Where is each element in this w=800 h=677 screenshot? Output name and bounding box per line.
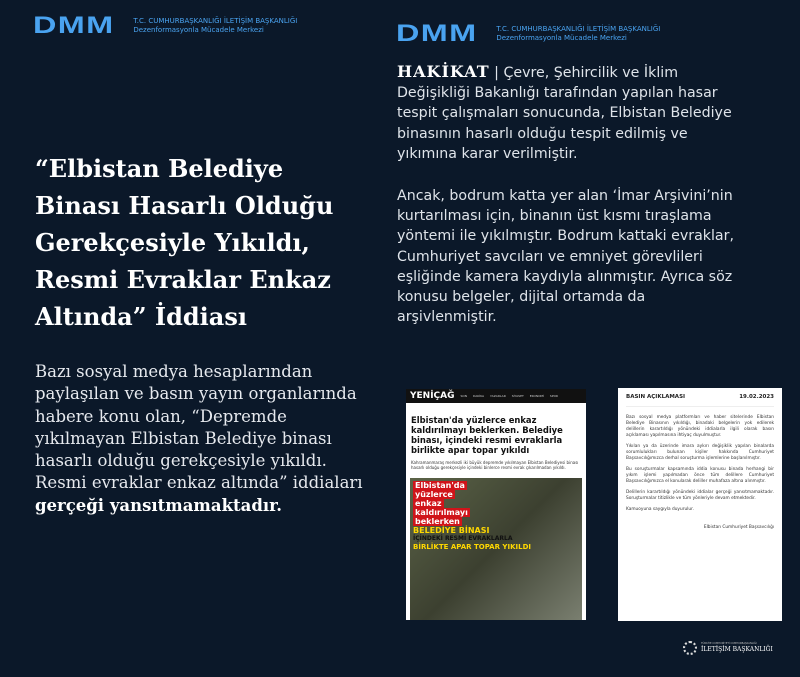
- news-screenshot: [406, 389, 586, 620]
- press-signature: Elbistan Cumhuriyet Başsavcılığı: [703, 525, 774, 530]
- separator: |: [489, 65, 504, 81]
- press-title: BASIN AÇIKLAMASI: [626, 394, 686, 400]
- dmm-logo-mark: DMM: [33, 12, 115, 39]
- footer-name: İLETİŞİM BAŞKANLIĞI: [701, 646, 773, 653]
- news-image: [410, 478, 582, 620]
- fact-paragraph-2: Ancak, bodrum katta yer alan ‘İmar Arşivini’nin kurtarılması için, binanın üst kısmı tıraşlama yöntemi ile yıkılmıştır. Bodrum kattaki evraklar, Cumhuriyet savcıları ve emniyet görevlileri eşliğinde kamera kaydıyla alınmıştır. Ayrıca söz konusu belgeler, dijital ortamda da arşivlenmiştir.: [397, 188, 734, 326]
- img-text: BELEDİYE BİNASI: [413, 526, 490, 535]
- img-text: enkaz: [415, 499, 442, 508]
- fact-check-text: [397, 62, 742, 327]
- claim-section: [35, 150, 375, 517]
- press-date: 19.02.2023: [739, 394, 774, 400]
- lead-verdict: gerçeği yansıtmamaktadır.: [35, 495, 283, 515]
- dmm-logo: [33, 14, 297, 38]
- dmm-logo-right: [396, 22, 660, 46]
- news-title: Elbistan'da yüzlerce enkaz kaldırılmayı beklerken. Belediye binası, içindeki resmi evraklarla birlikte apar topar yıkıldı: [411, 415, 563, 455]
- dmm-logo-mark: DMM: [396, 20, 478, 47]
- news-summary: Kahramanmaraş merkezli iki büyük depremde yıkılmayan Elbistan Belediyesi binası hasarlı olduğu gerekçesiyle içindeki binlerce resmi evrak çıkarılmadan yıkıldı.: [411, 460, 579, 470]
- img-text: BİRLİKTE APAR TOPAR YIKILDI: [413, 543, 531, 551]
- press-paragraph: Yıkılan ya da üzerinde imara aykırı değişiklik yapılan binalarda sorumlulukları bulunan kişiler hakkında Cumhuriyet Başsavcılığımızca derhal soruşturma işlemlerine başlanılmıştır.: [626, 444, 774, 461]
- logo-line1: T.C. CUMHURBAŞKANLIĞI İLETİŞİM BAŞKANLIĞI: [133, 17, 298, 25]
- claim-headline: “Elbistan Belediye Binası Hasarlı Olduğu Gerekçesiyle Yıkıldı, Resmi Evraklar Enkaz Altında” İddiası: [35, 154, 334, 331]
- press-paragraph: Kamuoyuna saygıyla duyurulur.: [626, 507, 694, 512]
- img-text: yüzlerce: [415, 490, 453, 499]
- press-paragraph: Bazı sosyal medya platformları ve haber sitelerinde Elbistan Belediye Binasının yıkıldığı, binadaki belgelerin yok edilerek delillerin karartıldığı yönündeki iddialarla ilgili olarak basın açıklaması yapılmasına ihtiyaç duyulmuştur.: [626, 415, 774, 438]
- hakikat-label: HAKİKAT: [397, 62, 490, 81]
- footer-small: TÜRKİYE CUMHURİYETİ CUMHURBAŞKANLIĞI: [701, 642, 757, 645]
- logo-line2: Dezenformasyonla Mücadele Merkezi: [496, 34, 627, 42]
- fact-paragraph-1: Çevre, Şehircilik ve İklim Değişikliği Bakanlığı tarafından yapılan hasar tespit çalışmaları sonucunda, Elbistan Belediye binasının hasarlı olduğu tespit edilmiş ve yıkımına karar verilmiştir.: [397, 65, 732, 162]
- news-nav: SON DAKİKA YAZARLAR SİYASET EKONOMİ SPOR: [460, 394, 559, 398]
- img-text: Elbistan'da: [415, 481, 465, 490]
- img-text: İÇİNDEKİ RESMİ EVRAKLARLA: [413, 535, 513, 542]
- news-brand: YENİÇAĞ: [410, 391, 455, 401]
- lead-text: Bazı sosyal medya hesaplarından paylaşılan ve basın yayın organlarında habere konu olan, “Depremde yıkılmayan Elbistan Belediye binası hasarlı olduğu gerekçesiyle yıkıldı. Resmi evraklar enkaz altında” iddiaları: [35, 362, 363, 493]
- claim-description: [35, 361, 370, 517]
- press-paragraph: Delillerin karartıldığı yönündeki iddialar gerçeği yansıtmamaktadır. Soruşturmalar titizlikle ve tüm yönleriyle devam etmektedir.: [626, 490, 774, 501]
- press-paragraph: Bu soruşturmalar kapsamında iddia konusu binada herhangi bir yıkım işlemi yapılmadan önce tüm delillere Cumhuriyet Başsavcılığımızca el konularak deliller muhafaza altına alınmıştır.: [626, 467, 774, 484]
- logo-line1: T.C. CUMHURBAŞKANLIĞI İLETİŞİM BAŞKANLIĞI: [496, 25, 661, 33]
- logo-line2: Dezenformasyonla Mücadele Merkezi: [133, 26, 264, 34]
- img-text: kaldırılmayı: [415, 508, 468, 517]
- iletisim-logo: [683, 641, 773, 655]
- press-release: [618, 388, 782, 621]
- img-text: beklerken: [415, 517, 460, 526]
- seal-icon: [683, 641, 697, 655]
